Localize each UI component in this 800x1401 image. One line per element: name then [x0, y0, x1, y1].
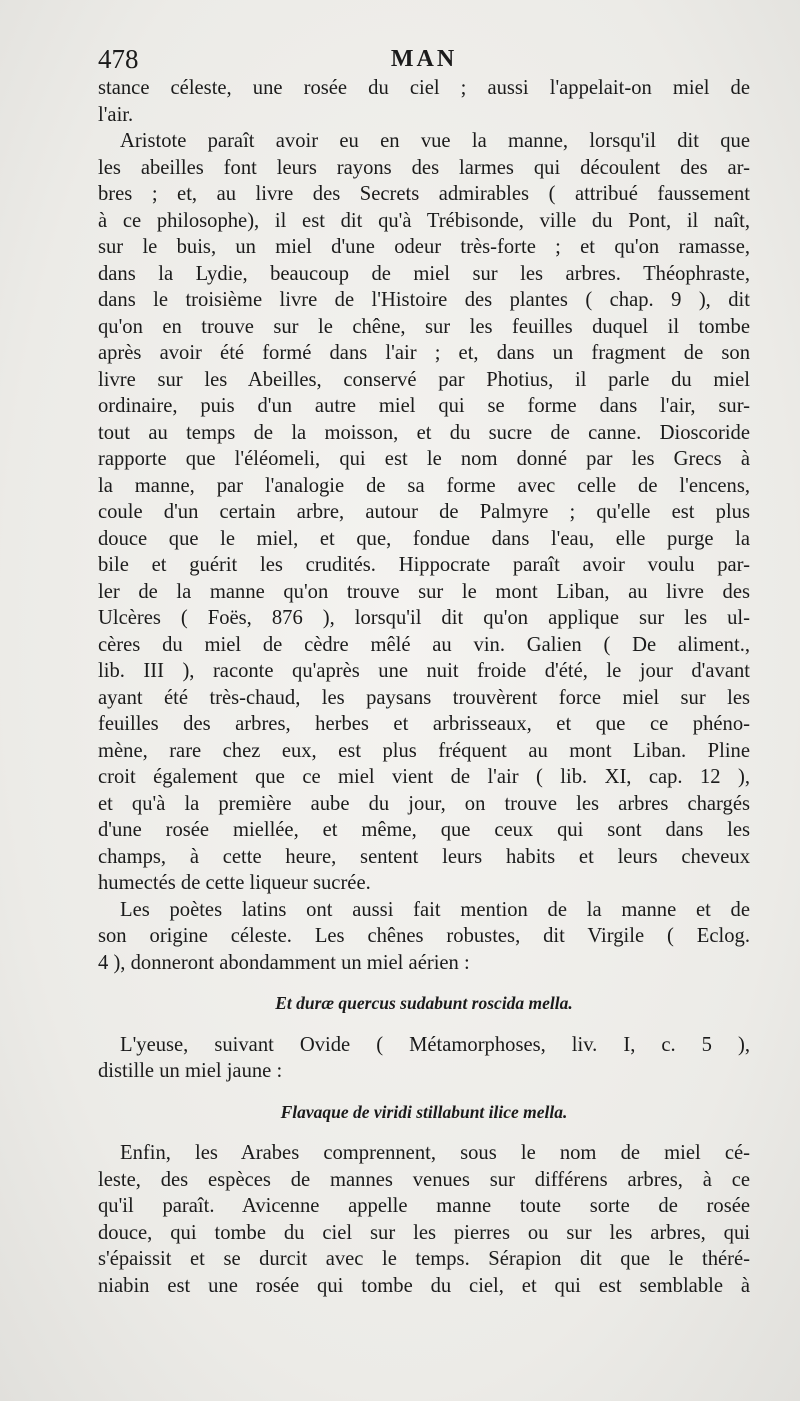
text-line: la manne, par l'analogie de sa forme avec celle de l'encens,: [98, 474, 750, 497]
text-line: rapporte que l'éléomeli, qui est le nom donné par les Grecs à: [98, 448, 750, 470]
text-line: bres ; et, au livre des Secrets admirables ( attribué faussement: [98, 183, 750, 205]
text-line: Les poètes latins ont aussi fait mention de la manne et de: [120, 898, 750, 921]
text-line: Ulcères ( Foës, 876 ), lorsqu'il dit qu'on applique sur les ul-: [98, 607, 750, 629]
running-head: MAN: [390, 46, 458, 72]
text-line: douce, qui tombe du ciel sur les pierres ou sur les arbres, qui: [98, 1221, 750, 1244]
text-line: champs, à cette heure, sentent leurs habits et leurs cheveux: [98, 845, 750, 868]
text-line: d'une rosée miellée, et même, que ceux qui sont dans les: [98, 819, 750, 841]
text-line: dans la Lydie, beaucoup de miel sur les arbres. Théophraste,: [98, 262, 750, 285]
text-line: s'épaissit et se durcit avec le temps. Sérapion dit que le théré-: [98, 1248, 750, 1270]
text-line: ordinaire, puis d'un autre miel qui se forme dans l'air, sur-: [98, 395, 750, 417]
text-line: tout au temps de la moisson, et du sucre de canne. Dioscoride: [98, 421, 750, 444]
text-line: ayant été très-chaud, les paysans trouvèrent force miel sur les: [98, 686, 750, 709]
page-number: 478: [98, 44, 139, 74]
text-line: qu'il paraît. Avicenne appelle manne toute sorte de rosée: [98, 1195, 750, 1217]
text-line: Aristote paraît avoir eu en vue la manne, lorsqu'il dit que: [120, 130, 750, 152]
verse-quote: Flavaque de viridi stillabunt ilice mella.: [280, 1101, 568, 1122]
text-line: coule d'un certain arbre, autour de Palmyre ; qu'elle est plus: [98, 501, 750, 523]
text-line: mène, rare chez eux, est plus fréquent au mont Liban. Pline: [98, 739, 750, 762]
text-line: douce que le miel, et que, fondue dans l'eau, elle purge la: [98, 527, 750, 550]
text-line: lib. III ), raconte qu'après une nuit froide d'été, le jour d'avant: [98, 660, 750, 682]
text-line: feuilles des arbres, herbes et arbrisseaux, et que ce phéno-: [98, 713, 750, 735]
text-line: croit également que ce miel vient de l'air ( lib. XI, cap. 12 ),: [98, 766, 750, 788]
text-line: et qu'à la première aube du jour, on trouve les arbres chargés: [98, 792, 750, 815]
text-line: distille un miel jaune :: [98, 1060, 283, 1082]
text-line: ler de la manne qu'on trouve sur le mont Liban, au livre des: [98, 580, 750, 603]
text-line: son origine céleste. Les chênes robustes, dit Virgile ( Eclog.: [98, 925, 750, 947]
text-line: Enfin, les Arabes comprennent, sous le nom de miel cé-: [120, 1142, 750, 1164]
text-line: bile et guérit les crudités. Hippocrate paraît avoir voulu par-: [98, 554, 750, 576]
text-line: l'air.: [98, 103, 134, 126]
text-line: cères du miel de cèdre mêlé au vin. Galien ( De aliment.,: [98, 633, 750, 656]
text-line: stance céleste, une rosée du ciel ; aussi l'appelait-on miel de: [98, 77, 750, 99]
body-text: [98, 75, 750, 1299]
text-line: qu'on en trouve sur le chêne, sur les feuilles duquel il tombe: [98, 315, 750, 338]
text-line: humectés de cette liqueur sucrée.: [98, 872, 371, 894]
text-line: sur le buis, un miel d'une odeur très-forte ; et qu'on ramasse,: [98, 236, 750, 258]
text-line: leste, des espèces de mannes venues sur différens arbres, à ce: [98, 1168, 750, 1191]
text-line: à ce philosophe), il est dit qu'à Trébisonde, ville du Pont, il naît,: [98, 209, 750, 232]
text-line: niabin est une rosée qui tombe du ciel, et qui est semblable à: [98, 1274, 750, 1297]
text-line: 4 ), donneront abondamment un miel aérien :: [98, 951, 470, 974]
text-line: dans le troisième livre de l'Histoire des plantes ( chap. 9 ), dit: [98, 289, 750, 311]
text-line: les abeilles font leurs rayons des larmes qui découlent des ar-: [98, 156, 750, 179]
text-line: L'yeuse, suivant Ovide ( Métamorphoses, liv. I, c. 5 ),: [120, 1033, 750, 1056]
text-line: après avoir été formé dans l'air ; et, dans un fragment de son: [98, 342, 750, 364]
verse-quote: Et duræ quercus sudabunt roscida mella.: [275, 993, 573, 1013]
text-line: livre sur les Abeilles, conservé par Photius, il parle du miel: [98, 368, 750, 391]
